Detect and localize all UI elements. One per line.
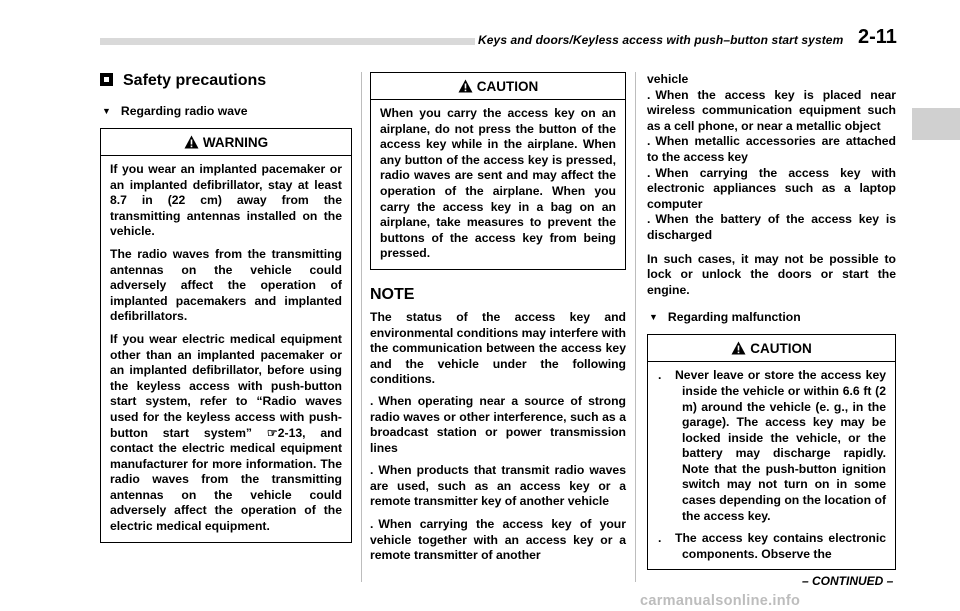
running-header-title: Keys and doors/Keyless access with push–button start system [478,33,844,47]
caution-box [370,72,626,270]
warning-triangle-icon [458,79,473,93]
warning-paragraph: If you wear electric medical equipment other than an implanted pacemaker or an implanted defibrillator, before using the keyless access with push-button start system, refer to “Radio waves used for the keyless access with push-button start system” ☞2-13, and contact the electric medical equipment manufacturer for more information. The radio waves from the transmitting antennas on the vehicle could adversely affect the operation of the electric medical equipment. [110,331,342,534]
warning-header: WARNING [101,129,351,156]
section-title: Safety precautions [100,72,352,94]
subsection-heading: ▼ Regarding malfunction [649,310,801,325]
continued-line: vehicle [647,72,689,86]
page-number: 2-11 [858,26,897,48]
warning-triangle-icon [731,341,746,355]
caution-header: CAUTION [648,335,895,362]
chapter-tab [912,108,960,140]
triangle-bullet-icon: ▼ [102,106,111,116]
caution-header: CAUTION [371,73,625,100]
triangle-bullet-icon: ▼ [649,312,658,323]
note-title: NOTE [370,285,415,303]
section-square-icon [100,73,113,86]
note-paragraph: In such cases, it may not be possible to lock or unlock the doors or start the engine. [647,251,896,297]
caution-text: When you carry the access key on an airplane, do not press the button of the access key while in the airplane. When any button of the access key is pressed, radio waves are sent and may affect the operation of the airplane. When you carry the access key in a bag on an airplane, take measures to prevent the buttons of the access key from being pressed. [380,106,616,261]
continued-marker: – CONTINUED – [802,574,894,588]
warning-paragraph: The radio waves from the transmitting antennas on the vehicle could adversely affect the operation of implanted pacemakers and implanted defibrillators. [110,246,342,324]
note-bullet: . When operating near a source of strong radio waves or other interference, such as a broadcast station or power transmission lines [370,393,626,455]
note-intro: The status of the access key and environmental conditions may interfere with the communication between the access key and the vehicle under the following conditions. [370,309,626,387]
note-bullet: . When the access key is placed near wireless communication equipment such as a cell phone, or near a metallic object [647,87,896,133]
column-2 [370,72,626,564]
warning-body [101,156,351,542]
note-continuation [647,72,896,298]
note-bullet: . When carrying the access key with electronic appliances such as a laptop computer [647,165,896,211]
header-rule [100,38,475,45]
subsection-heading: ▼ Regarding radio wave [102,104,248,118]
watermark: carmanualsonline.info [640,593,801,609]
caution-body [371,100,625,269]
warning-box [100,128,352,543]
column-3 [647,72,896,570]
caution-box [647,334,896,570]
column-divider [361,72,362,582]
caution-bullet: . The access key contains electronic components. Observe the [658,531,886,561]
column-divider [635,72,636,582]
caution-bullet: . Never leave or store the access key inside the vehicle or within 6.6 ft (2 m) around the vehicle (e. g., in the garage). The access key may be locked inside the vehicle, or the battery may discharge rapidly. Note that the push-button ignition switch may not turn on in some cases depending on the location of the access key. [658,368,886,523]
note-bullet: . When carrying the access key of your vehicle together with an access key or a remote transmitter of another [370,517,626,563]
caution-body [648,362,895,569]
note-body [370,310,626,564]
warning-triangle-icon [184,135,199,149]
note-bullet: . When metallic accessories are attached to the access key [647,134,896,164]
note-bullet: . When the battery of the access key is discharged [647,212,896,242]
warning-paragraph: If you wear an implanted pacemaker or an implanted defibrillator, stay at least 8.7 in (22 cm) away from the transmitting antennas installed on the vehicle. [110,162,342,239]
note-bullet: . When products that transmit radio waves are used, such as an access key or a remote transmitter key of another vehicle [370,463,626,509]
column-1 [100,72,352,543]
